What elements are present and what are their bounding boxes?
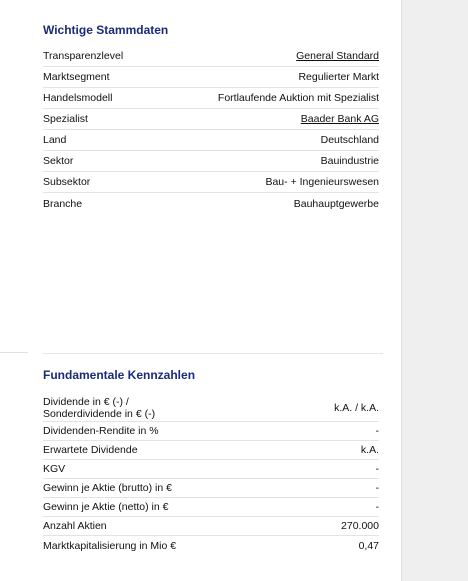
stammdaten-section xyxy=(43,21,379,214)
row-label: Handelsmodell xyxy=(43,92,113,104)
row-transparenzlevel xyxy=(43,46,379,67)
row-label: Erwartete Dividende xyxy=(43,444,138,456)
spezialist-link[interactable]: Baader Bank AG xyxy=(300,113,379,125)
row-value: Bauhauptgewerbe xyxy=(293,197,379,210)
row-value: Regulierter Markt xyxy=(298,71,379,83)
row-dividende xyxy=(43,394,379,422)
sonderdividende-label: Sonderdividende in € (-) xyxy=(43,407,156,420)
row-branche xyxy=(43,193,379,214)
row-label: Dividenden-Rendite in % xyxy=(43,425,159,437)
row-label: Subsektor xyxy=(43,176,91,188)
row-dividenden-rendite xyxy=(43,422,379,441)
section-divider xyxy=(43,353,383,354)
row-value: Fortlaufende Auktion mit Spezialist xyxy=(217,92,379,104)
row-value: Deutschland xyxy=(320,134,379,146)
kennzahlen-title: Fundamentale Kennzahlen xyxy=(43,368,196,382)
row-gewinn-netto xyxy=(43,498,379,517)
row-gewinn-brutto xyxy=(43,479,379,498)
row-subsektor xyxy=(43,172,379,193)
right-sidebar-strip xyxy=(401,0,468,581)
row-value: k.A. xyxy=(360,444,379,456)
stammdaten-title: Wichtige Stammdaten xyxy=(43,23,169,37)
row-sektor xyxy=(43,151,379,172)
stammdaten-table xyxy=(43,46,379,214)
row-marktsegment xyxy=(43,67,379,88)
left-divider xyxy=(0,352,28,353)
row-label: Marktsegment xyxy=(43,71,110,83)
row-label: KGV xyxy=(43,463,66,475)
row-label: Land xyxy=(43,134,67,146)
row-kgv xyxy=(43,460,379,479)
transparenzlevel-link[interactable]: General Standard xyxy=(296,50,379,62)
row-label: Transparenzlevel xyxy=(43,50,124,62)
row-value: - xyxy=(375,463,379,475)
row-land xyxy=(43,130,379,151)
row-value: - xyxy=(375,501,379,513)
dividende-label: Dividende in € (-) / xyxy=(43,395,129,408)
row-value: - xyxy=(375,482,379,494)
row-label xyxy=(43,396,155,420)
row-label: Marktkapitalisierung in Mio € xyxy=(43,539,177,552)
row-spezialist xyxy=(43,109,379,130)
row-label: Gewinn je Aktie (brutto) in € xyxy=(43,482,172,494)
row-erwartete-dividende xyxy=(43,441,379,460)
kennzahlen-table xyxy=(43,394,379,555)
row-value: 0,47 xyxy=(358,539,379,552)
row-handelsmodell xyxy=(43,88,379,109)
row-label: Anzahl Aktien xyxy=(43,520,107,532)
row-label: Gewinn je Aktie (netto) in € xyxy=(43,501,169,513)
row-label: Sektor xyxy=(43,155,74,167)
row-value: Bauindustrie xyxy=(320,155,379,167)
row-label: Spezialist xyxy=(43,113,88,125)
kennzahlen-section xyxy=(43,366,379,555)
row-value: k.A. / k.A. xyxy=(334,401,379,414)
row-value: 270.000 xyxy=(341,520,379,532)
row-value: - xyxy=(375,425,379,437)
row-value: Bau- + Ingenieurswesen xyxy=(265,176,379,188)
row-marktkapitalisierung xyxy=(43,536,379,555)
row-anzahl-aktien xyxy=(43,517,379,536)
row-label: Branche xyxy=(43,197,83,210)
